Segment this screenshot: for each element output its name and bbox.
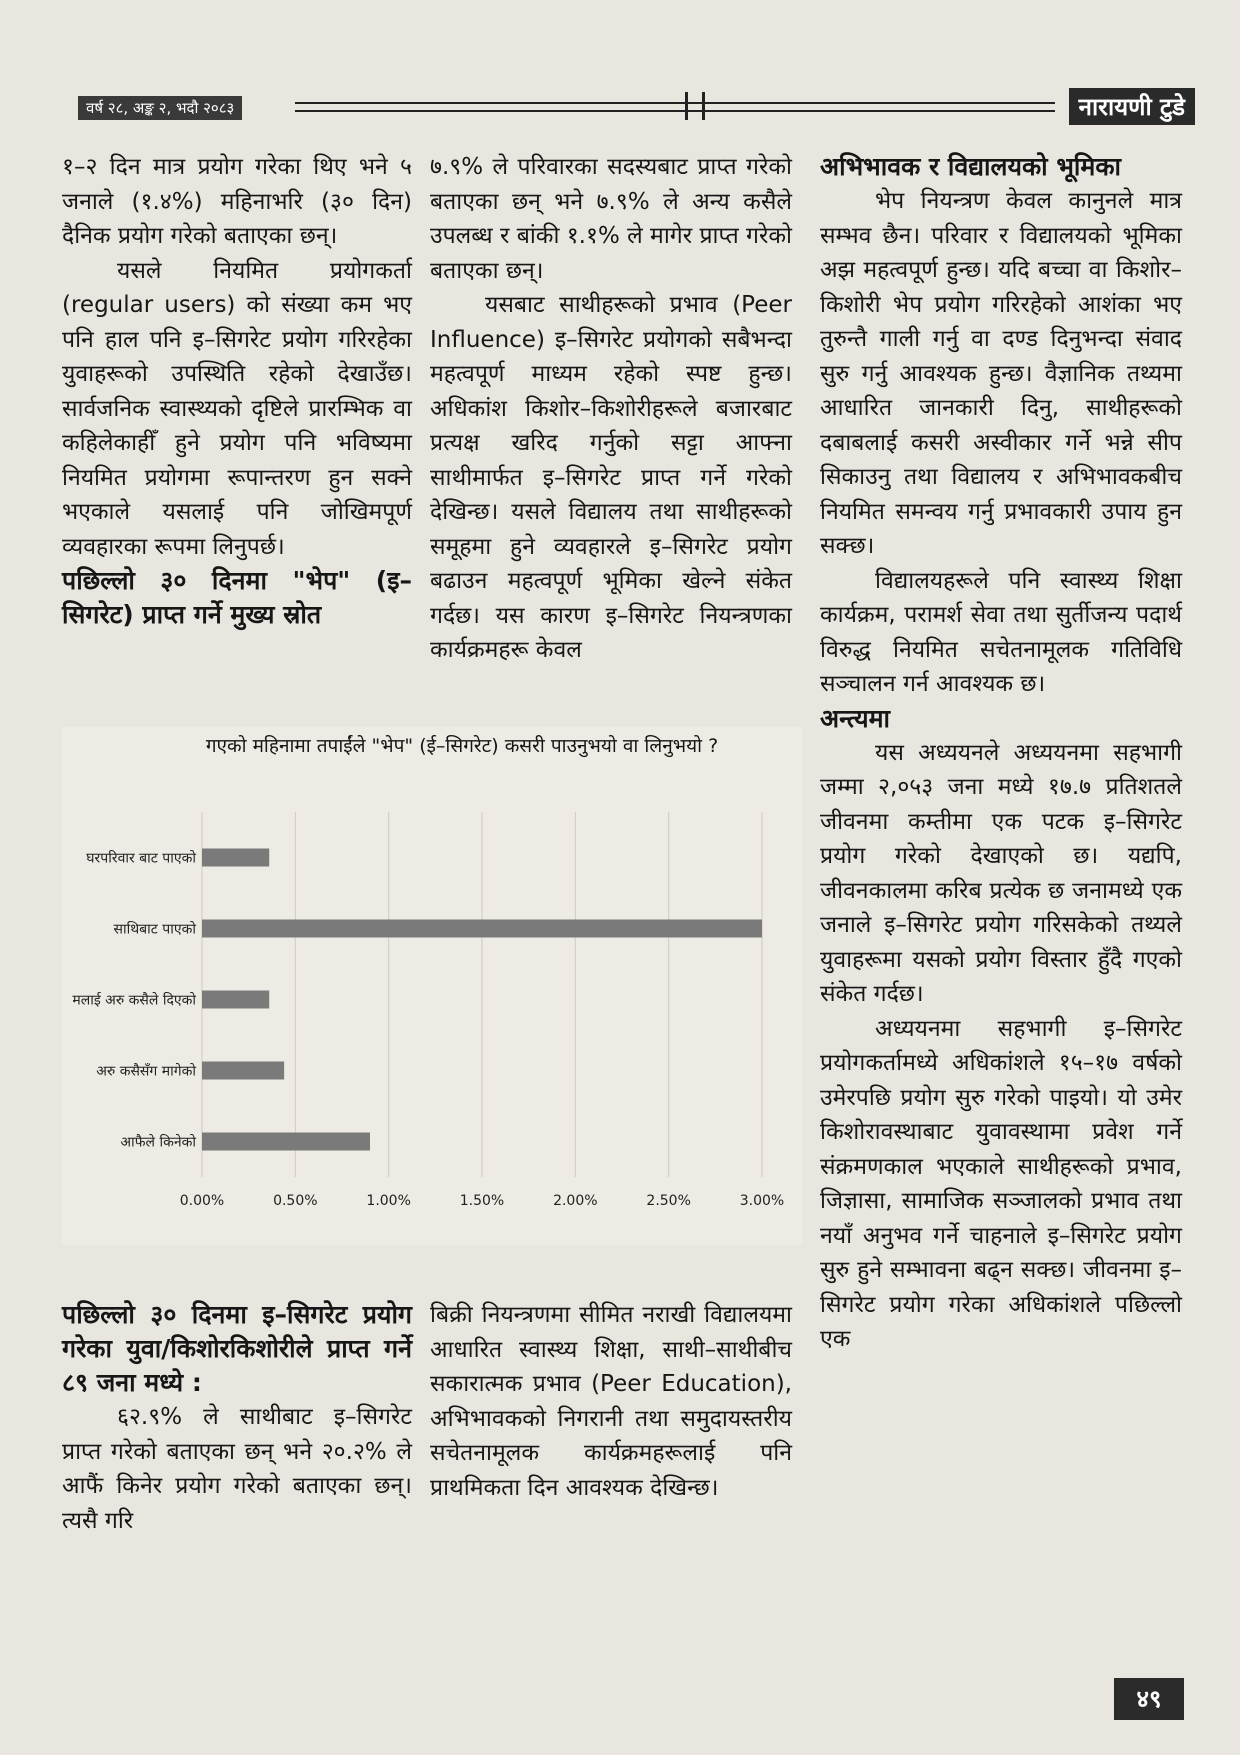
bar <box>202 1062 284 1080</box>
col1-paragraph-2: यसले नियमित प्रयोगकर्ता (regular users) को संख्या कम भए पनि हाल पनि इ–सिगरेट प्रयोग गरिरहेका युवाहरूको उपस्थिति रहेको देखाउँछ। सार्वजनिक स्वास्थ्यको दृष्टिले प्रारम्भिक वा कहिलेकाहीँ हुने प्रयोग पनि भविष्यमा नियमित प्रयोगमा रूपान्तरण हुन सक्ने भएकाले यसलाई पनि जोखिमपूर्ण व्यवहारका रूपमा लिनुपर्छ। <box>62 257 412 560</box>
column-2-bottom <box>430 1298 792 1505</box>
x-tick-label: 2.50% <box>646 1193 691 1209</box>
source-chart <box>62 727 802 1245</box>
category-label: घरपरिवार बाट पाएको <box>86 850 196 867</box>
col3-paragraph-1: भेप नियन्त्रण केवल कानुनले मात्र सम्भव छैन। परिवार र विद्यालयको भूमिका अझ महत्वपूर्ण हुन्छ। यदि बच्चा वा किशोर–किशोरी भेप प्रयोग गरिरहेको आशंका भए तुरुन्तै गाली गर्नु वा दण्ड दिनुभन्दा संवाद सुरु गर्नु आवश्यक हुन्छ। वैज्ञानिक तथ्यमा आधारित जानकारी दिनु, साथीहरूको दबाबलाई कसरी अस्वीकार गर्ने भन्ने सीप सिकाउनु तथा विद्यालय र अभिभावकबीच नियमित समन्वय गर्नु प्रभावकारी उपाय हुन सक्छ। <box>820 188 1182 559</box>
x-tick-label: 0.00% <box>179 1193 225 1209</box>
bar <box>202 991 269 1009</box>
header-rule-mark <box>685 92 705 120</box>
page-number: ४९ <box>1114 1678 1184 1720</box>
col1-heading: पछिल्लो ३० दिनमा "भेप" (इ–सिगरेट) प्राप्त गर्ने मुख्य स्रोत <box>62 566 412 629</box>
x-tick-label: 1.50% <box>459 1193 505 1209</box>
x-tick-label: 2.00% <box>553 1193 598 1209</box>
bar <box>202 849 269 867</box>
header-rule <box>295 102 1055 112</box>
chart-svg <box>62 727 802 1245</box>
col1-paragraph-1: १–२ दिन मात्र प्रयोग गरेका थिए भने ५ जनाले (१.४%) महिनाभरि (३० दिन) दैनिक प्रयोग गरेको बताएका छन्। <box>62 154 412 249</box>
x-tick-label: 1.00% <box>366 1193 411 1209</box>
page-header <box>60 88 1195 128</box>
category-label: साथिबाट पाएको <box>113 921 196 938</box>
column-1-bottom <box>62 1298 412 1538</box>
category-label: अरु कसैसँग मागेको <box>96 1063 196 1080</box>
col3-heading-conclusion: अन्त्यमा <box>820 703 891 733</box>
col2b-paragraph: बिक्री नियन्त्रणमा सीमित नराखी विद्यालयमा आधारित स्वास्थ्य शिक्षा, साथी–साथीबीच सकारात्मक प्रभाव (Peer Education), अभिभावकको निगरानी तथा समुदायस्तरीय सचेतनामूलक कार्यक्रमहरूलाई पनि प्राथमिकता दिन आवश्यक देखिन्छ। <box>430 1302 792 1501</box>
column-3 <box>820 150 1182 1357</box>
category-label: मलाई अरु कसैले दिएको <box>72 992 196 1009</box>
bar <box>202 920 762 938</box>
column-2 <box>430 150 792 668</box>
col1b-paragraph: ६२.९% ले साथीबाट इ–सिगरेट प्राप्त गरेको बताएका छन् भने २०.२% ले आफैं किनेर प्रयोग गरेको बताएका छन्। त्यसै गरि <box>62 1404 412 1534</box>
issue-info: वर्ष २८, अङ्क २, भदौ २०८३ <box>78 96 242 120</box>
magazine-name: नारायणी टुडे <box>1069 88 1195 125</box>
column-1 <box>62 150 412 632</box>
col3-paragraph-3: यस अध्ययनले अध्ययनमा सहभागी जम्मा २,०५३ जना मध्ये १७.७ प्रतिशतले जीवनमा कम्तीमा एक पटक इ–सिगरेट प्रयोग गरेको देखाएको छ। यद्यपि, जीवनकालमा करिब प्रत्येक छ जनामध्ये एक जनाले इ–सिगरेट प्रयोग गरिसकेको तथ्यले युवाहरूमा यसको प्रयोग विस्तार हुँदै गएको संकेत गर्दछ। <box>820 739 1182 1007</box>
col1b-heading: पछिल्लो ३० दिनमा इ–सिगरेट प्रयोग गरेका युवा/किशोरकिशोरीले प्राप्त गर्ने ८९ जना मध्ये : <box>62 1300 412 1397</box>
category-label: आफैले किनेको <box>120 1134 196 1151</box>
col3-paragraph-2: विद्यालयहरूले पनि स्वास्थ्य शिक्षा कार्यक्रम, परामर्श सेवा तथा सुर्तीजन्य पदार्थ विरुद्ध नियमित सचेतनामूलक गतिविधि सञ्चालन गर्न आवश्यक छ। <box>820 567 1182 697</box>
bar <box>202 1133 370 1151</box>
col3-paragraph-4: अध्ययनमा सहभागी इ–सिगरेट प्रयोगकर्तामध्ये अधिकांशले १५–१७ वर्षको उमेरपछि प्रयोग सुरु गरेको पाइयो। यो उमेर किशोरावस्थाबाट युवावस्थामा प्रवेश गर्ने संक्रमणकाल भएकाले साथीहरूको प्रभाव, जिज्ञासा, सामाजिक सञ्जालको प्रभाव तथा नयाँ अनुभव गर्ने चाहनाले इ–सिगरेट प्रयोग सुरु हुने सम्भावना बढ्न सक्छ। जीवनमा इ–सिगरेट प्रयोग गरेका अधिकांशले पछिल्लो एक <box>820 1015 1182 1352</box>
col2-paragraph-2: यसबाट साथीहरूको प्रभाव (Peer Influence) इ–सिगरेट प्रयोगको सबैभन्दा महत्वपूर्ण माध्यम रहेको स्पष्ट हुन्छ। अधिकांश किशोर–किशोरीहरूले बजारबाट प्रत्यक्ष खरिद गर्नुको सट्टा आफ्ना साथीमार्फत इ–सिगरेट प्राप्त गर्ने गरेको देखिन्छ। यसले विद्यालय तथा साथीहरूको समूहमा हुने व्यवहारले इ–सिगरेट प्रयोग बढाउन महत्वपूर्ण भूमिका खेल्ने संकेत गर्दछ। यस कारण इ–सिगरेट नियन्त्रणका कार्यक्रमहरू केवल <box>430 292 792 663</box>
x-tick-label: 3.00% <box>739 1193 785 1209</box>
chart-title: गएको महिनामा तपाईंले "भेप" (ई–सिगरेट) कसरी पाउनुभयो वा लिनुभयो ? <box>205 735 719 757</box>
col3-heading-role: अभिभावक र विद्यालयको भूमिका <box>820 152 1122 181</box>
col2-paragraph-1: ७.९% ले परिवारका सदस्यबाट प्राप्त गरेको बताएका छन् भने ७.९% ले अन्य कसैले उपलब्ध र बांकी १.१% ले मागेर प्राप्त गरेको बताएका छन्। <box>430 154 792 284</box>
x-tick-label: 0.50% <box>273 1193 318 1209</box>
